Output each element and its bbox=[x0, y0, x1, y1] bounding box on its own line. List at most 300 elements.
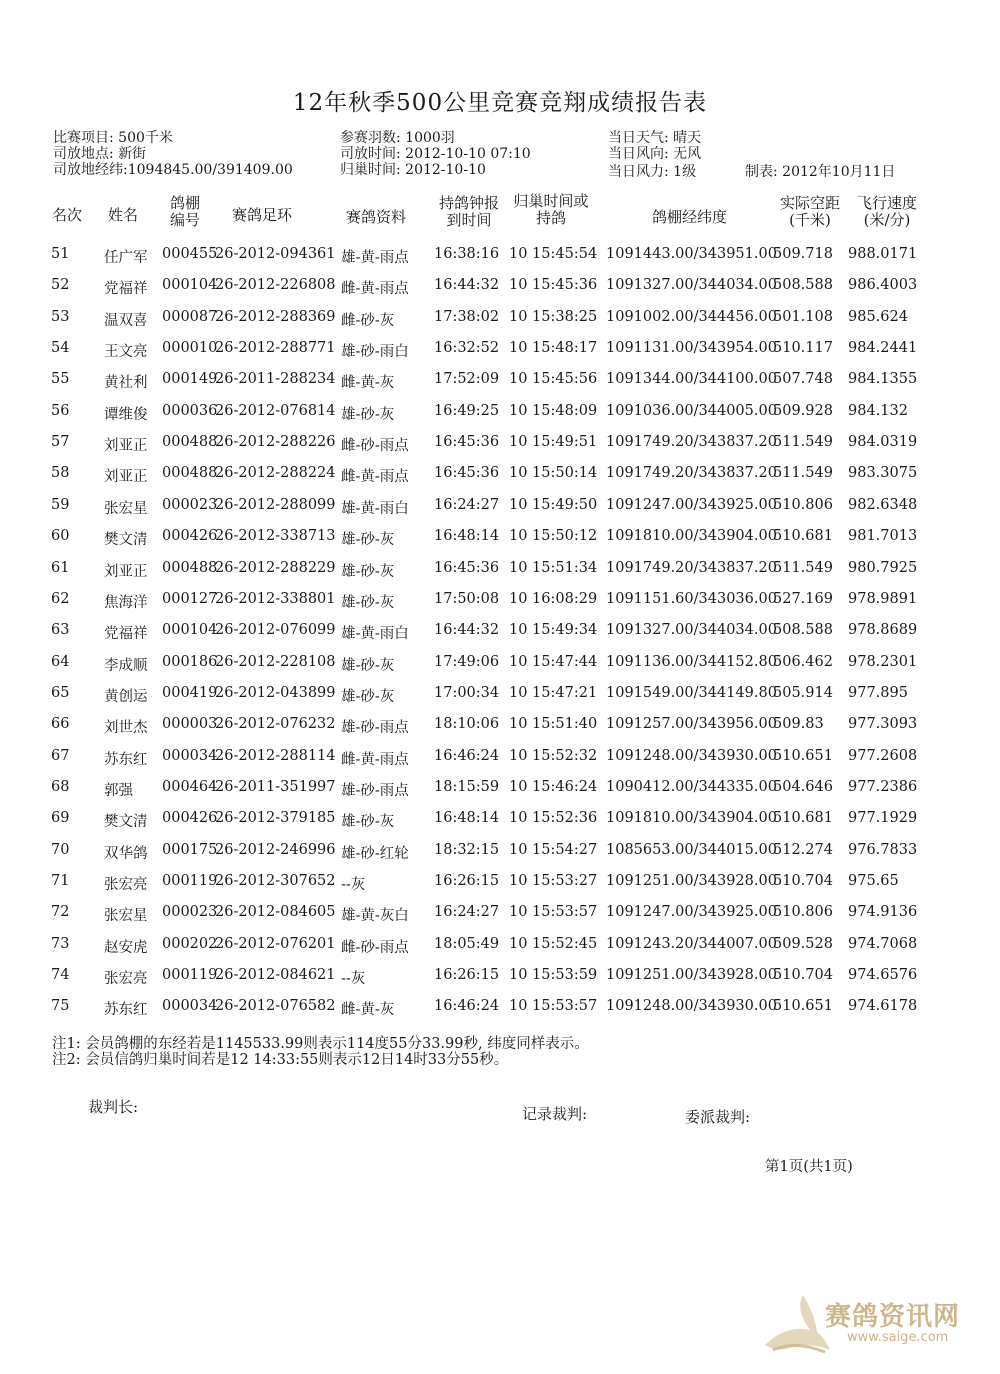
description-cell: 雌-黄-灰 bbox=[341, 375, 395, 392]
name-cell: 双华鸽 bbox=[104, 845, 148, 862]
release-place: 司放地点: 新街 bbox=[53, 146, 147, 162]
delegate-judge-label: 委派裁判: bbox=[685, 1108, 751, 1126]
distance-cell: 510.704 bbox=[773, 967, 833, 984]
coordinate-cell: 1091549.00/344149.80 bbox=[606, 684, 777, 701]
table-row bbox=[0, 371, 1000, 391]
return-time-cell: 10 15:51:40 bbox=[509, 716, 598, 733]
name-cell: 刘亚正 bbox=[104, 563, 148, 580]
table-row bbox=[0, 465, 1000, 485]
clock-time-cell: 16:24:27 bbox=[434, 496, 500, 513]
release-time: 司放时间: 2012-10-10 07:10 bbox=[340, 146, 531, 162]
name-cell: 张宏亮 bbox=[104, 971, 148, 988]
name-cell: 樊文清 bbox=[104, 532, 148, 549]
return-time-cell: 10 15:45:54 bbox=[509, 246, 598, 262]
loft-no-cell: 000034 bbox=[162, 747, 218, 764]
return-time-cell: 10 15:45:56 bbox=[509, 371, 598, 388]
clock-time-cell: 16:24:27 bbox=[434, 904, 500, 921]
coordinate-cell: 1091136.00/344152.80 bbox=[606, 653, 777, 670]
return-time-cell: 10 15:53:57 bbox=[509, 998, 598, 1015]
distance-cell: 504.646 bbox=[773, 778, 833, 795]
header-name: 姓名 bbox=[108, 206, 139, 224]
table-row bbox=[0, 277, 1000, 297]
loft-no-cell: 000003 bbox=[162, 716, 218, 733]
distance-cell: 501.108 bbox=[773, 308, 833, 325]
description-cell: 雌-砂-雨点 bbox=[341, 939, 409, 956]
coordinate-cell: 1091248.00/343930.00 bbox=[606, 747, 777, 764]
description-cell: 雄-砂-灰 bbox=[341, 814, 395, 831]
name-cell: 党福祥 bbox=[104, 281, 148, 298]
speed-cell: 974.9136 bbox=[848, 904, 918, 921]
coordinate-cell: 1091036.00/344005.00 bbox=[606, 402, 777, 419]
name-cell: 黄社利 bbox=[104, 375, 148, 392]
ring-cell: 26-2012-288099 bbox=[215, 496, 336, 513]
table-row bbox=[0, 497, 1000, 517]
distance-cell: 508.588 bbox=[773, 277, 833, 294]
ring-cell: 26-2011-351997 bbox=[215, 778, 336, 795]
loft-no-cell: 000419 bbox=[162, 684, 218, 701]
coordinate-cell: 1091251.00/343928.00 bbox=[606, 873, 777, 889]
table-row bbox=[0, 779, 1000, 799]
ring-cell: 26-2012-307652 bbox=[215, 873, 336, 889]
return-time-cell: 10 15:48:09 bbox=[509, 402, 598, 419]
table-row bbox=[0, 403, 1000, 423]
speed-cell: 983.3075 bbox=[848, 465, 918, 482]
speed-cell: 984.132 bbox=[848, 402, 908, 419]
table-row bbox=[0, 560, 1000, 580]
ring-cell: 26-2012-084605 bbox=[215, 904, 336, 921]
ring-cell: 26-2012-076201 bbox=[215, 935, 336, 952]
header-distance: 实际空距(千米) bbox=[779, 194, 840, 229]
distance-cell: 511.549 bbox=[773, 559, 833, 576]
return-time-cell: 10 15:46:24 bbox=[509, 778, 598, 795]
ring-cell: 26-2012-288226 bbox=[215, 434, 336, 451]
chief-judge-label: 裁判长: bbox=[88, 1098, 139, 1116]
table-row bbox=[0, 873, 1000, 893]
loft-no-cell: 000119 bbox=[162, 967, 218, 984]
coordinate-cell: 1091251.00/343928.00 bbox=[606, 967, 777, 984]
rank-cell: 69 bbox=[51, 810, 70, 827]
ring-cell: 26-2012-084621 bbox=[215, 967, 336, 984]
return-time-cell: 10 15:38:25 bbox=[509, 308, 598, 325]
header-ring: 赛鸽足环 bbox=[232, 206, 293, 224]
loft-no-cell: 000104 bbox=[162, 622, 218, 639]
rank-cell: 64 bbox=[51, 653, 70, 670]
loft-no-cell: 000023 bbox=[162, 496, 218, 513]
distance-cell: 510.806 bbox=[773, 904, 833, 921]
made-date: 制表: 2012年10月11日 bbox=[745, 164, 896, 180]
return-time-cell: 10 15:49:34 bbox=[509, 622, 598, 639]
clock-time-cell: 18:15:59 bbox=[434, 778, 500, 795]
description-cell: 雄-砂-灰 bbox=[341, 563, 395, 580]
return-time-cell: 10 15:50:14 bbox=[509, 465, 598, 482]
description-cell: 雌-砂-雨点 bbox=[341, 438, 409, 455]
description-cell: 雌-黄-灰 bbox=[341, 1002, 395, 1019]
return-time-cell: 10 15:47:44 bbox=[509, 653, 598, 670]
recorder-judge-label: 记录裁判: bbox=[522, 1105, 588, 1123]
speed-cell: 975.65 bbox=[848, 873, 899, 889]
clock-time-cell: 16:44:32 bbox=[434, 277, 500, 294]
speed-cell: 978.8689 bbox=[848, 622, 918, 639]
watermark-text: 赛鸽资讯网 bbox=[825, 1302, 961, 1332]
header-return: 归巢时间或持鸽 bbox=[513, 192, 589, 227]
wind-direction: 当日风向: 无风 bbox=[608, 146, 702, 162]
name-cell: 李成顺 bbox=[104, 657, 148, 674]
rank-cell: 58 bbox=[51, 465, 70, 482]
return-time-cell: 10 15:50:12 bbox=[509, 528, 598, 545]
rank-cell: 74 bbox=[51, 967, 70, 984]
rank-cell: 56 bbox=[51, 402, 70, 419]
name-cell: 黄创运 bbox=[104, 688, 148, 705]
ring-cell: 26-2012-076232 bbox=[215, 716, 336, 733]
distance-cell: 509.83 bbox=[773, 716, 824, 733]
loft-no-cell: 000186 bbox=[162, 653, 218, 670]
rank-cell: 67 bbox=[51, 747, 70, 764]
name-cell: 苏东红 bbox=[104, 751, 148, 768]
loft-no-cell: 000127 bbox=[162, 590, 218, 607]
rank-cell: 72 bbox=[51, 904, 70, 921]
description-cell: 雄-黄-雨白 bbox=[341, 626, 409, 643]
watermark-logo bbox=[755, 1290, 970, 1360]
speed-cell: 974.7068 bbox=[848, 935, 918, 952]
distance-cell: 510.806 bbox=[773, 496, 833, 513]
description-cell: 雌-黄-雨点 bbox=[341, 281, 409, 298]
ring-cell: 26-2012-338801 bbox=[215, 590, 336, 607]
ring-cell: 26-2012-288229 bbox=[215, 559, 336, 576]
description-cell: 雄-黄-雨点 bbox=[341, 250, 409, 266]
distance-cell: 510.681 bbox=[773, 528, 833, 545]
ring-cell: 26-2012-076582 bbox=[215, 998, 336, 1015]
ring-cell: 26-2012-228108 bbox=[215, 653, 336, 670]
rank-cell: 65 bbox=[51, 684, 70, 701]
loft-no-cell: 000464 bbox=[162, 778, 218, 795]
name-cell: 党福祥 bbox=[104, 626, 148, 643]
speed-cell: 974.6178 bbox=[848, 998, 918, 1015]
distance-cell: 509.528 bbox=[773, 935, 833, 952]
distance-cell: 510.651 bbox=[773, 998, 833, 1015]
speed-cell: 977.1929 bbox=[848, 810, 918, 827]
name-cell: 王文亮 bbox=[104, 344, 148, 361]
loft-no-cell: 000087 bbox=[162, 308, 218, 325]
loft-no-cell: 000034 bbox=[162, 998, 218, 1015]
rank-cell: 60 bbox=[51, 528, 70, 545]
loft-no-cell: 000488 bbox=[162, 559, 218, 576]
distance-cell: 507.748 bbox=[773, 371, 833, 388]
name-cell: 温双喜 bbox=[104, 312, 148, 329]
page-title: 12年秋季500公里竞赛竞翔成绩报告表 bbox=[292, 90, 708, 116]
speed-cell: 984.1355 bbox=[848, 371, 918, 388]
table-row bbox=[0, 340, 1000, 360]
ring-cell: 26-2012-226808 bbox=[215, 277, 336, 294]
rank-cell: 71 bbox=[51, 873, 70, 889]
name-cell: 任广军 bbox=[104, 250, 148, 266]
distance-cell: 510.651 bbox=[773, 747, 833, 764]
return-time-cell: 10 15:54:27 bbox=[509, 841, 598, 858]
pigeon-logo-icon bbox=[755, 1290, 835, 1360]
return-time-cell: 10 15:53:59 bbox=[509, 967, 598, 984]
coordinate-cell: 1091131.00/343954.00 bbox=[606, 340, 777, 357]
loft-no-cell: 000488 bbox=[162, 434, 218, 451]
speed-cell: 976.7833 bbox=[848, 841, 918, 858]
rank-cell: 68 bbox=[51, 778, 70, 795]
coordinate-cell: 1091257.00/343956.00 bbox=[606, 716, 777, 733]
description-cell: 雄-砂-红轮 bbox=[341, 845, 409, 862]
table-row bbox=[0, 967, 1000, 987]
description-cell: 雄-砂-灰 bbox=[341, 594, 395, 611]
name-cell: 苏东红 bbox=[104, 1002, 148, 1019]
coordinate-cell: 1091002.00/344456.00 bbox=[606, 308, 777, 325]
entry-count: 参赛羽数: 1000羽 bbox=[340, 130, 455, 146]
speed-cell: 978.2301 bbox=[848, 653, 918, 670]
clock-time-cell: 16:46:24 bbox=[434, 747, 500, 764]
distance-cell: 527.169 bbox=[773, 590, 833, 607]
clock-time-cell: 16:45:36 bbox=[434, 465, 500, 482]
name-cell: 张宏星 bbox=[104, 908, 148, 925]
distance-cell: 506.462 bbox=[773, 653, 833, 670]
table-row bbox=[0, 654, 1000, 674]
clock-time-cell: 16:45:36 bbox=[434, 559, 500, 576]
ring-cell: 26-2012-246996 bbox=[215, 841, 336, 858]
return-time-cell: 10 15:52:45 bbox=[509, 935, 598, 952]
distance-cell: 509.718 bbox=[773, 246, 833, 262]
ring-cell: 26-2012-076814 bbox=[215, 402, 336, 419]
table-row bbox=[0, 810, 1000, 830]
name-cell: 郭强 bbox=[104, 782, 133, 799]
ring-cell: 26-2012-338713 bbox=[215, 528, 336, 545]
speed-cell: 978.9891 bbox=[848, 590, 918, 607]
coordinate-cell: 1091248.00/343930.00 bbox=[606, 998, 777, 1015]
rank-cell: 54 bbox=[51, 340, 70, 357]
loft-no-cell: 000036 bbox=[162, 402, 218, 419]
description-cell: --灰 bbox=[341, 877, 366, 893]
description-cell: 雄-砂-雨点 bbox=[341, 720, 409, 737]
clock-time-cell: 18:32:15 bbox=[434, 841, 500, 858]
ring-cell: 26-2012-094361 bbox=[215, 246, 336, 262]
rank-cell: 75 bbox=[51, 998, 70, 1015]
name-cell: 焦海洋 bbox=[104, 594, 148, 611]
rank-cell: 59 bbox=[51, 496, 70, 513]
rank-cell: 61 bbox=[51, 559, 70, 576]
header-clock: 持鸽钟报到时间 bbox=[438, 194, 499, 229]
ring-cell: 26-2012-288369 bbox=[215, 308, 336, 325]
ring-cell: 26-2012-288224 bbox=[215, 465, 336, 482]
coordinate-cell: 1085653.00/344015.00 bbox=[606, 841, 777, 858]
table-row bbox=[0, 309, 1000, 329]
return-time-cell: 10 15:47:21 bbox=[509, 684, 598, 701]
table-row bbox=[0, 748, 1000, 768]
distance-cell: 511.549 bbox=[773, 434, 833, 451]
speed-cell: 977.2608 bbox=[848, 747, 918, 764]
clock-time-cell: 16:26:15 bbox=[434, 873, 500, 889]
distance-cell: 509.928 bbox=[773, 402, 833, 419]
table-row bbox=[0, 716, 1000, 736]
coordinate-cell: 1091247.00/343925.00 bbox=[606, 496, 777, 513]
name-cell: 刘亚正 bbox=[104, 438, 148, 455]
description-cell: 雄-黄-灰白 bbox=[341, 908, 409, 925]
name-cell: 张宏亮 bbox=[104, 877, 148, 893]
distance-cell: 505.914 bbox=[773, 684, 833, 701]
loft-no-cell: 000488 bbox=[162, 465, 218, 482]
description-cell: 雄-砂-雨白 bbox=[341, 344, 409, 361]
return-time-cell: 10 15:49:51 bbox=[509, 434, 598, 451]
clock-time-cell: 17:00:34 bbox=[434, 684, 500, 701]
coordinate-cell: 1091327.00/344034.00 bbox=[606, 622, 777, 639]
description-cell: 雌-黄-雨点 bbox=[341, 469, 409, 486]
rank-cell: 66 bbox=[51, 716, 70, 733]
distance-cell: 512.274 bbox=[773, 841, 833, 858]
name-cell: 张宏星 bbox=[104, 500, 148, 517]
coordinate-cell: 1091443.00/343951.00 bbox=[606, 246, 777, 262]
loft-no-cell: 000119 bbox=[162, 873, 218, 889]
page-number: 第1页(共1页) bbox=[765, 1159, 853, 1175]
header-rank: 名次 bbox=[52, 206, 83, 224]
description-cell: 雄-砂-雨点 bbox=[341, 782, 409, 799]
speed-cell: 984.2441 bbox=[848, 340, 918, 357]
distance-cell: 508.588 bbox=[773, 622, 833, 639]
table-row bbox=[0, 842, 1000, 862]
clock-time-cell: 17:38:02 bbox=[434, 308, 500, 325]
table-row bbox=[0, 904, 1000, 924]
return-time-cell: 10 15:51:34 bbox=[509, 559, 598, 576]
speed-cell: 977.3093 bbox=[848, 716, 918, 733]
note-2: 注2: 会员信鸽归巢时间若是12 14:33:55则表示12日14时33分55秒。 bbox=[52, 1052, 509, 1068]
distance-cell: 510.681 bbox=[773, 810, 833, 827]
return-time-cell: 10 15:48:17 bbox=[509, 340, 598, 357]
ring-cell: 26-2012-288771 bbox=[215, 340, 336, 357]
rank-cell: 57 bbox=[51, 434, 70, 451]
speed-cell: 984.0319 bbox=[848, 434, 918, 451]
description-cell: 雄-砂-灰 bbox=[341, 532, 395, 549]
clock-time-cell: 18:05:49 bbox=[434, 935, 500, 952]
return-time-cell: 10 16:08:29 bbox=[509, 590, 598, 607]
return-time-cell: 10 15:45:36 bbox=[509, 277, 598, 294]
note-1: 注1: 会员鸽棚的东经若是1145533.99则表示114度55分33.99秒, 纬度同样表示。 bbox=[52, 1036, 589, 1052]
ring-cell: 26-2012-043899 bbox=[215, 684, 336, 701]
speed-cell: 985.624 bbox=[848, 308, 908, 325]
header-desc: 赛鸽资料 bbox=[346, 208, 407, 226]
description-cell: 雌-砂-灰 bbox=[341, 312, 395, 329]
description-cell: 雌-黄-雨点 bbox=[341, 751, 409, 768]
speed-cell: 977.2386 bbox=[848, 778, 918, 795]
coordinate-cell: 1091810.00/343904.00 bbox=[606, 810, 777, 827]
coordinate-cell: 1091247.00/343925.00 bbox=[606, 904, 777, 921]
clock-time-cell: 16:44:32 bbox=[434, 622, 500, 639]
description-cell: 雄-砂-灰 bbox=[341, 688, 395, 705]
description-cell: 雄-砂-灰 bbox=[341, 657, 395, 674]
name-cell: 谭维俊 bbox=[104, 406, 148, 423]
clock-time-cell: 16:26:15 bbox=[434, 967, 500, 984]
coordinate-cell: 1091749.20/343837.20 bbox=[606, 434, 777, 451]
coordinate-cell: 1091810.00/343904.00 bbox=[606, 528, 777, 545]
clock-time-cell: 18:10:06 bbox=[434, 716, 500, 733]
table-row bbox=[0, 685, 1000, 705]
speed-cell: 974.6576 bbox=[848, 967, 918, 984]
ring-cell: 26-2012-288114 bbox=[215, 747, 336, 764]
ring-cell: 26-2011-288234 bbox=[215, 371, 336, 388]
speed-cell: 986.4003 bbox=[848, 277, 918, 294]
clock-time-cell: 16:48:14 bbox=[434, 528, 500, 545]
loft-no-cell: 000426 bbox=[162, 528, 218, 545]
ring-cell: 26-2012-076099 bbox=[215, 622, 336, 639]
rank-cell: 53 bbox=[51, 308, 70, 325]
return-time-cell: 10 15:49:50 bbox=[509, 496, 598, 513]
coordinate-cell: 1091749.20/343837.20 bbox=[606, 559, 777, 576]
name-cell: 刘世杰 bbox=[104, 720, 148, 737]
speed-cell: 980.7925 bbox=[848, 559, 918, 576]
clock-time-cell: 16:48:14 bbox=[434, 810, 500, 827]
table-row bbox=[0, 528, 1000, 548]
coordinate-cell: 1091749.20/343837.20 bbox=[606, 465, 777, 482]
description-cell: 雄-砂-灰 bbox=[341, 406, 395, 423]
speed-cell: 988.0171 bbox=[848, 246, 918, 262]
clock-time-cell: 16:38:16 bbox=[434, 246, 500, 262]
loft-no-cell: 000202 bbox=[162, 935, 218, 952]
table-row bbox=[0, 434, 1000, 454]
rank-cell: 51 bbox=[51, 246, 70, 262]
name-cell: 赵安虎 bbox=[104, 939, 148, 956]
rank-cell: 73 bbox=[51, 935, 70, 952]
return-time-cell: 10 15:52:36 bbox=[509, 810, 598, 827]
weather: 当日天气: 晴天 bbox=[608, 130, 702, 146]
rank-cell: 52 bbox=[51, 277, 70, 294]
coordinate-cell: 1090412.00/344335.00 bbox=[606, 778, 777, 795]
watermark-url: www.saige.com bbox=[847, 1330, 949, 1345]
loft-no-cell: 000010 bbox=[162, 340, 218, 357]
rank-cell: 62 bbox=[51, 590, 70, 607]
coordinate-cell: 1091344.00/344100.00 bbox=[606, 371, 777, 388]
ring-cell: 26-2012-379185 bbox=[215, 810, 336, 827]
coordinate-cell: 1091327.00/344034.00 bbox=[606, 277, 777, 294]
rank-cell: 70 bbox=[51, 841, 70, 858]
return-date: 归巢时间: 2012-10-10 bbox=[340, 162, 486, 178]
distance-cell: 511.549 bbox=[773, 465, 833, 482]
wind-force: 当日风力: 1级 bbox=[608, 164, 697, 180]
loft-no-cell: 000149 bbox=[162, 371, 218, 388]
table-row bbox=[0, 998, 1000, 1018]
rank-cell: 55 bbox=[51, 371, 70, 388]
clock-time-cell: 16:45:36 bbox=[434, 434, 500, 451]
clock-time-cell: 16:46:24 bbox=[434, 998, 500, 1015]
header-loft-no: 鸽棚编号 bbox=[169, 194, 200, 229]
table-row bbox=[0, 591, 1000, 611]
table-row bbox=[0, 622, 1000, 642]
loft-no-cell: 000104 bbox=[162, 277, 218, 294]
name-cell: 刘亚正 bbox=[104, 469, 148, 486]
clock-time-cell: 17:49:06 bbox=[434, 653, 500, 670]
description-cell: 雄-黄-雨白 bbox=[341, 500, 409, 517]
speed-cell: 982.6348 bbox=[848, 496, 918, 513]
clock-time-cell: 16:49:25 bbox=[434, 402, 500, 419]
loft-no-cell: 000426 bbox=[162, 810, 218, 827]
release-coordinates: 司放地经纬:1094845.00/391409.00 bbox=[53, 162, 293, 178]
loft-no-cell: 000175 bbox=[162, 841, 218, 858]
speed-cell: 981.7013 bbox=[848, 528, 918, 545]
clock-time-cell: 17:50:08 bbox=[434, 590, 500, 607]
loft-no-cell: 000023 bbox=[162, 904, 218, 921]
table-row bbox=[0, 936, 1000, 956]
coordinate-cell: 1091151.60/343036.00 bbox=[606, 590, 777, 607]
rank-cell: 63 bbox=[51, 622, 70, 639]
clock-time-cell: 17:52:09 bbox=[434, 371, 500, 388]
distance-cell: 510.117 bbox=[773, 340, 833, 357]
header-coord: 鸽棚经纬度 bbox=[652, 208, 728, 226]
speed-cell: 977.895 bbox=[848, 684, 908, 701]
table-row bbox=[0, 246, 1000, 266]
return-time-cell: 10 15:52:32 bbox=[509, 747, 598, 764]
loft-no-cell: 000455 bbox=[162, 246, 218, 262]
return-time-cell: 10 15:53:57 bbox=[509, 904, 598, 921]
return-time-cell: 10 15:53:27 bbox=[509, 873, 598, 889]
header-speed: 飞行速度(米/分) bbox=[856, 194, 917, 229]
